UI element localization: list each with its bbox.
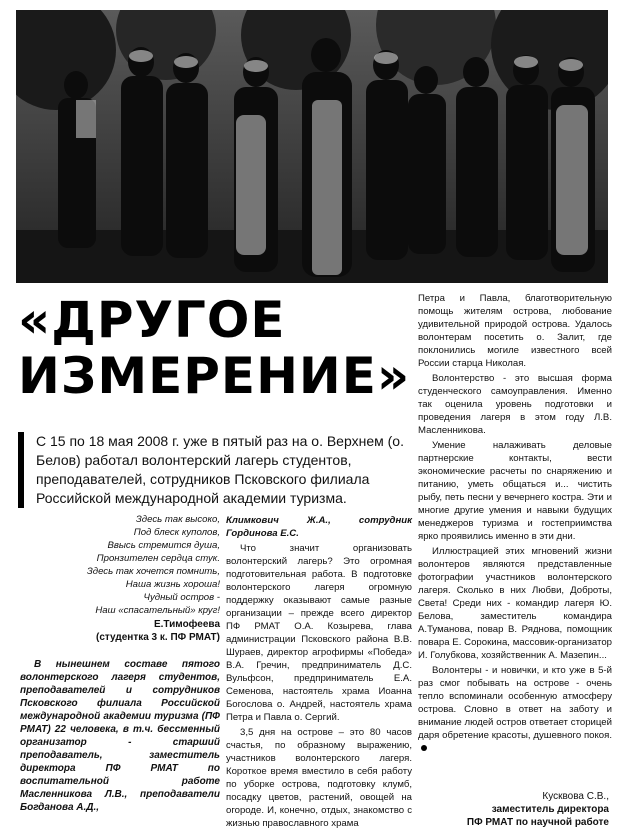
right-paragraph-4: Иллюстрацией этих мгновений жизни волонтеров являются представленные фотографии участников волонтерского лагеря. Сколько в них Любви, Доброты, Света! Среди них - командир лагеря Ю. Белова, заместитель командира А.Туманова, повар В. Ряднова, помощник повара Е. Сорокина, массовик-организатор И. Голубкова, хозяйственник А. Мазепин...: [418, 546, 612, 661]
article-right-column: [418, 292, 612, 757]
group-photo: [16, 10, 608, 283]
article-headline: [18, 292, 418, 404]
middle-paragraph-2: 3,5 дня на острове – это 80 часов счастья, по образному выражению, участников волонтерского лагеря. Короткое время вместило в себя работу по уборке острова, подготовку клумб, посадку цветов, растений, овощей на огороде. И, конечно, отдых, знакомство с жизнью православного храма: [226, 727, 412, 829]
right-paragraph-5: [418, 664, 612, 755]
end-mark-icon: [421, 745, 427, 751]
left-column-paragraph: В нынешнем составе пятого волонтерского лагеря студентов, преподавателей и сотрудников Псковского филиала Российской международной академии туризма (ПФ РМАТ) 22 человека, в т.ч. бессменный организатор - старший преподаватель, заместитель директора ПФ РМАТ по воспитательной работе Масленникова Л.В., преподаватели Богданова А.Д.,: [20, 659, 220, 813]
poem: [20, 513, 220, 644]
poem-line: Ввысь стремится душа,: [107, 540, 220, 551]
poem-author-note: (студентка 3 к. ПФ РМАТ): [96, 632, 220, 643]
headline-line-2: ИЗМЕРЕНИЕ»: [18, 347, 411, 405]
poem-line: Чудный остров -: [143, 592, 220, 603]
right-paragraph-3: Умение налаживать деловые партнерские контакты, вести экономические расчеты по снаряжению и питанию, уметь общаться и... чистить рыбу, петь песни у вечернего костра. Эти и многие другие умения и навыки будущих менеджеров туризма и гостеприимства ярко проявились именно в эти дни.: [418, 440, 612, 542]
headline-line-1: «ДРУГОЕ: [18, 291, 286, 349]
article-lead: С 15 по 18 мая 2008 г. уже в пятый раз на о. Верхнем (о. Белов) работал волонтерский лагерь студентов, преподавателей, сотрудников Псковского филиала Российской международной академии туризма.: [18, 432, 416, 508]
poem-line: Под блеск куполов,: [133, 527, 220, 538]
signature-name: Кусквова С.В.,: [542, 791, 609, 802]
group-photo-illustration: [16, 10, 608, 283]
poem-author: Е.Тимофеева: [153, 619, 220, 630]
author-signature: [409, 790, 609, 829]
middle-byline: Климкович Ж.А., сотрудник Гординова Е.С.: [226, 515, 412, 539]
poem-line: Наш «спасательный» круг!: [95, 605, 220, 616]
poem-line: Здесь так хочется помнить,: [86, 566, 220, 577]
poem-line: Здесь так высоко,: [135, 514, 220, 525]
middle-paragraph-1: Что значит организовать волонтерский лагерь? Это огромная подготовительная работа. В подготовке волонтерского лагеря огромную поддержку оказывают самые разные организации – прежде всего директор ПФ РМАТ О.А. Козырева, глава администрации Псковского района В.В. Шураев, директор агрофирмы «Победа» В.А. Гречин, предприниматель Д.С. Вульфсон, предприниматель Е.А. Семенова, настоятель храма Иоанна Богослова о. Андрей, настоятель храма Петра и Павла о. Сергий.: [226, 543, 412, 723]
poem-line: Наша жизнь хороша!: [125, 579, 220, 590]
article-left-column: [20, 658, 220, 816]
signature-role-line-1: заместитель директора: [491, 804, 609, 815]
right-paragraph-2: Волонтерство - это высшая форма студенческого самоуправления. Именно так оценила уровень подготовки и проведения лагеря в этом году Л.В. Масленникова.: [418, 373, 612, 436]
poem-line: Пронзителен сердца стук.: [96, 553, 220, 564]
signature-role-line-2: ПФ РМАТ по научной работе: [466, 817, 609, 828]
article-middle-column: [226, 514, 412, 832]
right-paragraph-5-text: Волонтеры - и новички, и кто уже в 5-й раз смог побывать на острове - очень тепло вспоминали особенную атмосферу острова. Словно в ответ на заботу и внимание людей остров ответает сторицей даря обретение красоты, душевного покоя.: [418, 665, 612, 741]
right-paragraph-1: Петра и Павла, благотворительную помощь жителям острова, любование удивительной природой острова. Удалось волонтерам посетить о. Залит, где поклонились могиле известного всей России старца Николая.: [418, 293, 612, 369]
